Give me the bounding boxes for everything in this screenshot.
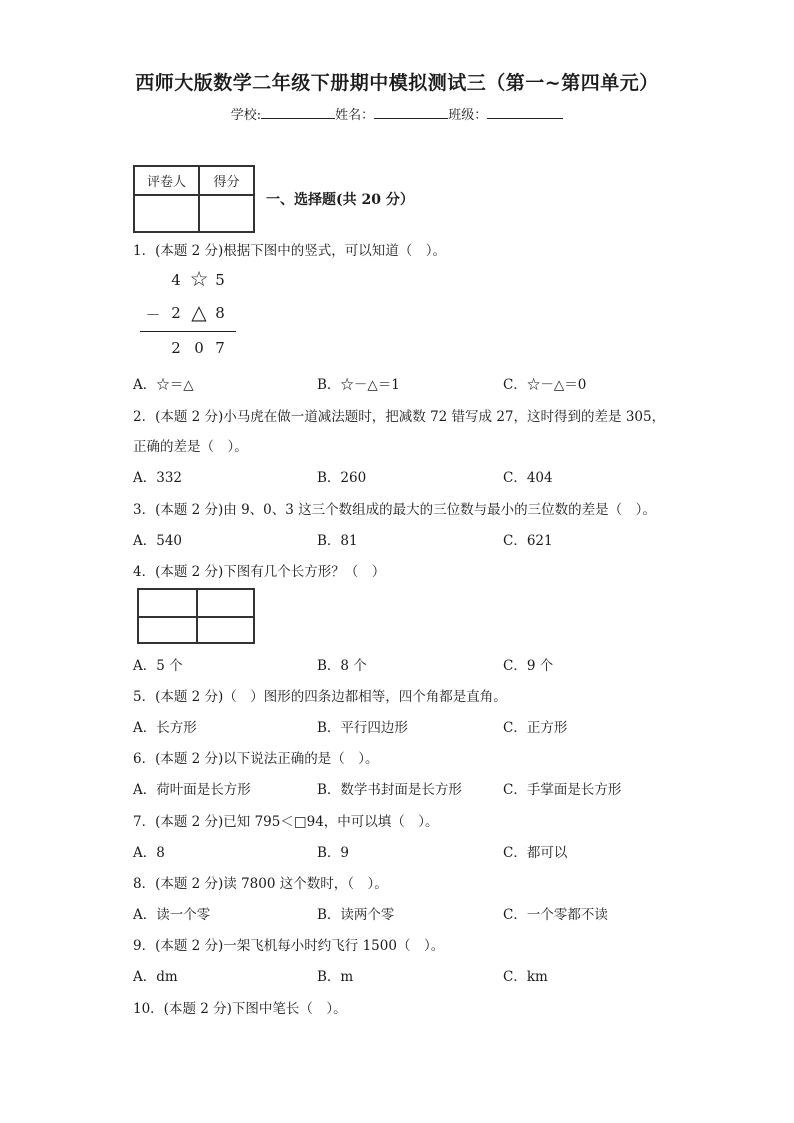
grader-header: 评卷人: [134, 166, 199, 195]
option-c[interactable]: C．9 个: [503, 658, 554, 674]
question-10-stem: 10．(本题 2 分)下图中笔长（ ）。: [133, 1001, 347, 1017]
question-2-stem: 2．(本题 2 分)小马虎在做一道减法题时，把减数 72 错写成 27，这时得到的差是 305，: [133, 409, 666, 425]
section-title: 一、选择题(共 20 分）: [266, 192, 414, 208]
option-c[interactable]: C．都可以: [503, 845, 568, 861]
option-a[interactable]: A．540: [133, 533, 183, 549]
triangle-icon: △: [191, 300, 207, 324]
question-6-stem: 6．(本题 2 分)以下说法正确的是（ ）。: [133, 751, 379, 767]
option-c[interactable]: C．手掌面是长方形: [503, 782, 622, 798]
digit: 0: [194, 339, 204, 357]
option-a[interactable]: A．332: [133, 470, 183, 486]
vertical-subtraction-figure: [140, 268, 240, 363]
name-label: 姓名：: [335, 108, 375, 123]
option-c[interactable]: C．621: [503, 533, 553, 549]
option-b[interactable]: B．260: [317, 470, 367, 486]
score-table: [133, 165, 255, 233]
subtraction-line: [140, 331, 236, 332]
option-b[interactable]: B．平行四边形: [317, 720, 408, 736]
question-5-stem: 5．(本题 2 分)（ ）图形的四条边都相等，四个角都是直角。: [133, 689, 507, 705]
option-a[interactable]: A．8: [133, 845, 165, 861]
question-1-stem: 1．(本题 2 分)根据下图中的竖式，可以知道（ ）。: [133, 243, 447, 259]
option-b[interactable]: B．8 个: [317, 658, 367, 674]
page-title: 西师大版数学二年级下册期中模拟测试三（第一~第四单元）: [135, 72, 659, 94]
option-c[interactable]: C．正方形: [503, 720, 568, 736]
school-label: 学校:: [230, 108, 262, 123]
option-b[interactable]: B．读两个零: [317, 907, 395, 923]
question-2-stem-continued: 正确的差是（ ）。: [133, 439, 248, 455]
option-a[interactable]: A．☆＝△: [133, 377, 194, 393]
star-icon: ☆: [189, 267, 209, 291]
question-3-stem: 3．(本题 2 分)由 9、0、3 这三个数组成的最大的三位数与最小的三位数的差是（ ）。: [133, 502, 656, 518]
question-9-stem: 9．(本题 2 分)一架飞机每小时约飞行 1500（ ）。: [133, 938, 445, 954]
minus-sign: －: [145, 306, 161, 324]
option-a[interactable]: A．dm: [133, 969, 178, 985]
class-blank[interactable]: [487, 106, 563, 119]
class-label: 班级：: [448, 108, 488, 123]
option-b[interactable]: B．9: [317, 845, 350, 861]
school-blank[interactable]: [261, 106, 335, 119]
grader-cell[interactable]: [134, 195, 199, 232]
option-b[interactable]: B．☆－△＝1: [317, 377, 400, 393]
option-b[interactable]: B．数学书封面是长方形: [317, 782, 462, 798]
option-c[interactable]: C．一个零都不读: [503, 907, 608, 923]
digit: 4: [171, 271, 181, 289]
digit: 2: [171, 339, 181, 357]
question-7-stem: 7．(本题 2 分)已知 795＜□94，中可以填（ ）。: [133, 814, 439, 830]
option-c[interactable]: C．☆－△＝0: [503, 377, 587, 393]
digit: 7: [215, 339, 225, 357]
digit: 5: [215, 271, 225, 289]
option-a[interactable]: A．荷叶面是长方形: [133, 782, 251, 798]
name-blank[interactable]: [374, 106, 448, 119]
digit: 8: [215, 304, 225, 322]
option-c[interactable]: C．km: [503, 969, 548, 985]
option-b[interactable]: B．m: [317, 969, 354, 985]
option-a[interactable]: A．5 个: [133, 658, 183, 674]
grid-vertical-line: [196, 590, 198, 642]
digit: 2: [171, 304, 181, 322]
option-b[interactable]: B．81: [317, 533, 358, 549]
option-a[interactable]: A．读一个零: [133, 907, 211, 923]
student-info-line: [0, 104, 794, 123]
option-c[interactable]: C．404: [503, 470, 553, 486]
option-a[interactable]: A．长方形: [133, 720, 197, 736]
score-cell[interactable]: [199, 195, 254, 232]
question-4-stem: 4．(本题 2 分)下图有几个长方形？（ ）: [133, 564, 386, 580]
rectangle-grid-figure: [137, 588, 255, 644]
question-8-stem: 8．(本题 2 分)读 7800 这个数时，（ ）。: [133, 876, 388, 892]
score-header: 得分: [199, 166, 254, 195]
